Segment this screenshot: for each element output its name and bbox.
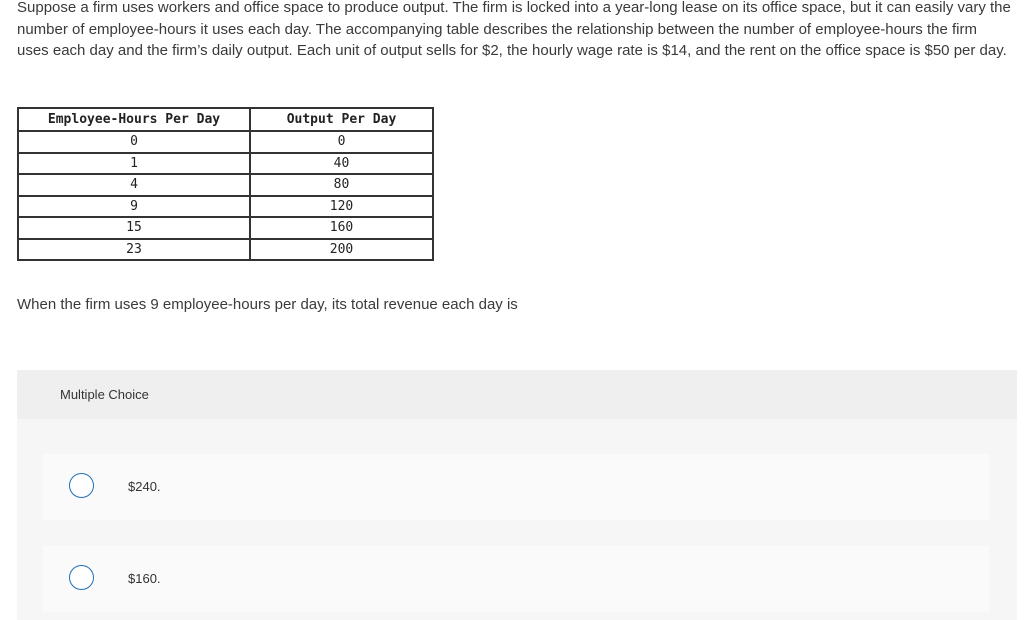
table-row [18,153,433,175]
table-cell: 40 [250,153,433,175]
table-cell: 160 [250,217,433,239]
table-cell: 1 [18,153,250,175]
table-row [18,196,433,218]
table-cell: 9 [18,196,250,218]
question-prompt: When the firm uses 9 employee-hours per day, its total revenue each day is [17,296,518,313]
table-row [18,239,433,261]
multiple-choice-label: Multiple Choice [60,387,149,402]
table-row [18,217,433,239]
choice-label: $160. [128,571,161,586]
multiple-choice-panel [17,370,1017,620]
table-cell: 4 [18,174,250,196]
data-table [17,107,434,261]
table-cell: 0 [250,131,433,153]
question-text: Suppose a firm uses workers and office space to produce output. The firm is locked into a year-long lease on its office space, but it can easily vary the number of employee-hours it uses each day. The accompanying table describes the relationship between the number of employee-hours the firm uses each day and the firm’s daily output. Each unit of output sells for $2, the hourly wage rate is $14, and the rent on the office space is $50 per day. [17,0,1011,59]
table-header-employee-hours: Employee-Hours Per Day [18,108,250,131]
table-header-output: Output Per Day [250,108,433,131]
radio-button[interactable] [69,473,94,498]
table-row [18,174,433,196]
table-cell: 0 [18,131,250,153]
radio-button[interactable] [69,565,94,590]
choice-option-2[interactable] [43,546,989,612]
table-cell: 80 [250,174,433,196]
table-cell: 23 [18,239,250,261]
choice-option-1[interactable] [43,454,989,520]
choice-label: $240. [128,479,161,494]
table-row [18,131,433,153]
multiple-choice-header [17,370,1017,419]
table-cell: 200 [250,239,433,261]
table-header-row [18,108,433,131]
table-cell: 15 [18,217,250,239]
table-cell: 120 [250,196,433,218]
